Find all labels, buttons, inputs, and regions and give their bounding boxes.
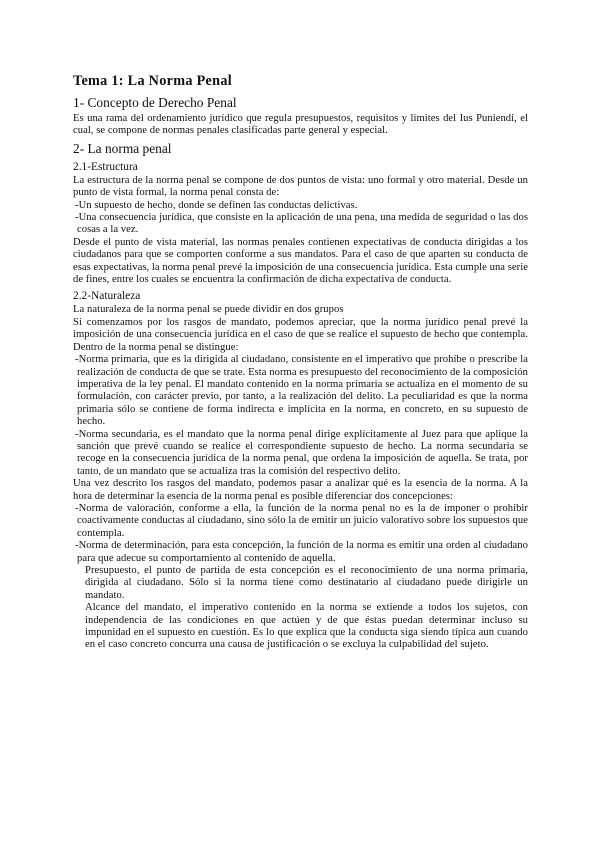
estructura-material-paragraph: Desde el punto de vista material, las normas penales contienen expectativas de conducta dirigidas a los ciudadanos para que se comporten conforme a sus mandatos. Para el caso de que aparten su conducta de esas expectativas, la norma penal prevé la imposición de una consecuencia jurídica. Esta cumple una serie de fines, entre los cuales se encuentra la confirmación de dicha expectativa de conducta.	[73, 236, 529, 286]
estructura-intro: La estructura de la norma penal se compone de dos puntos de vista: uno formal y otro material. Desde un punto de vista formal, la norma penal consta de:	[73, 174, 528, 199]
section-heading-concepto: 1- Concepto de Derecho Penal	[73, 95, 237, 110]
section-heading-norma-penal: 2- La norma penal	[73, 140, 172, 156]
norma-primaria-item: -Norma primaria, que es la dirigida al ciudadano, consistente en el imperativo que prohíbe o prescribe la realización de conducta de que se trate. Esta norma es presupuesto del reconocimiento de la composición imperativa de la ley penal. El mandato contenido en la norma primaria se actualiza en el momento de su formulación, con carácter previo, por tanto, a la realización del delito. La peculiaridad es que la norma primaria sólo se contiene de forma indirecta e implícita en la norma, en concreto, en su supuesto de hecho.	[75, 354, 528, 428]
estructura-item-consecuencia: -Una consecuencia jurídica, que consiste en la aplicación de una pena, una medida de seguridad o las dos cosas a la vez.	[75, 212, 528, 236]
subsection-heading-estructura: 2.1-Estructura	[73, 160, 138, 173]
document-title: Tema 1: La Norma Penal	[73, 73, 232, 89]
naturaleza-mandato-paragraph: Si comenzamos por los rasgos de mandato, podemos apreciar, que la norma jurídico penal prevé la imposición de una consecuencia jurídica en el caso de que se realice el supuesto de hecho que contempla. Dentro de la norma penal se distingue:	[73, 316, 528, 353]
norma-determinacion-item: -Norma de determinación, para esta concepción, la función de la norma es emitir una orden al ciudadano para que adecue su comportamiento al contenido de aquella.	[75, 540, 528, 564]
estructura-item-supuesto: -Un supuesto de hecho, donde se definen las conductas delictivas.	[75, 199, 358, 211]
alcance-item: Alcance del mandato, el imperativo contenido en la norma se extiende a todos los sujetos, con independencia de las condiciones en que actúen y de que éstas puedan determinar incluso su impunidad en el supuesto en cuestión. Es lo que explica que la conducta siga siendo típica aun cuando en el caso concreto concurra una causa de justificación o se excluya la culpabilidad del sujeto.	[85, 602, 528, 651]
norma-secundaria-item: -Norma secundaria, es el mandato que la norma penal dirige explícitamente al Juez para que aplique la sanción que prevé cuando se realice el correspondiente supuesto de hecho. La norma secundaria se recoge en la consecuencia jurídica de la norma penal, que ordena la imposición de aquella. Se trata, por tanto, de un mandato que se actualiza tras la comisión del respectivo delito.	[75, 428, 528, 477]
concepto-paragraph: Es una rama del ordenamiento jurídico que regula presupuestos, requisitos y límites del Ius Puniendi, el cual, se compone de normas penales clasificadas parte general y especial.	[73, 113, 528, 137]
esencia-paragraph: Una vez descrito los rasgos del mandato, podemos pasar a analizar qué es la esencia de la norma. A la hora de determinar la esencia de la norma penal es posible diferenciar dos concepciones:	[73, 478, 528, 502]
presupuesto-item: Presupuesto, el punto de partida de esta concepción es el reconocimiento de una norma primaria, dirigida al ciudadano. Sólo si la norma tiene como destinatario al ciudadano puede dirigirle un mandato.	[85, 565, 528, 601]
norma-valoracion-item: -Norma de valoración, conforme a ella, la función de la norma penal no es la de imponer o prohibir coactivamente conductas al ciudadano, sino sólo la de emitir un juicio valorativo sobre los supuestos que contempla.	[75, 502, 528, 539]
subsection-heading-naturaleza: 2.2-Naturaleza	[73, 290, 141, 303]
naturaleza-line: La naturaleza de la norma penal se puede dividir en dos grupos	[73, 304, 344, 316]
